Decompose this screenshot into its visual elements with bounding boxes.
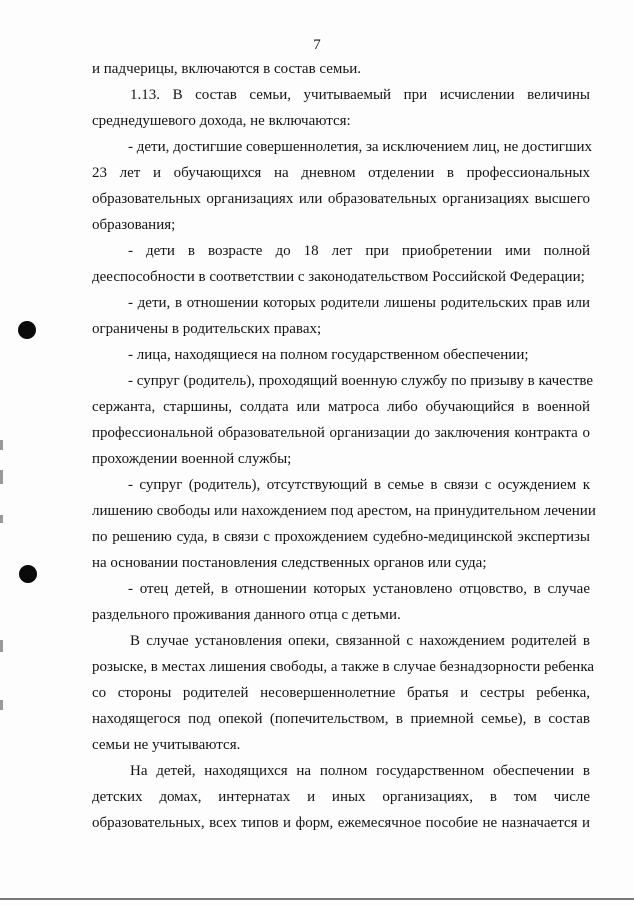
text-line: образовательных организациях или образовательных организациях высшего [92,191,590,207]
text-line: сержанта, старшины, солдата или матроса либо обучающийся в военной [92,399,590,415]
scan-edge-mark [0,640,3,652]
text-line: дееспособности в соответствии с законодательством Российской Федерации; [92,269,585,285]
text-line: 23 лет и обучающихся на дневном отделении в профессиональных [92,165,590,181]
text-line: и падчерицы, включаются в состав семьи. [92,61,362,77]
list-item-line: - отец детей, в отношении которых установлено отцовство, в случае [128,581,590,597]
text-line: раздельного проживания данного отца с детьми. [92,607,401,623]
paragraph-line: 1.13. В состав семьи, учитываемый при исчислении величины [130,87,590,103]
list-item-line: - лица, находящиеся на полном государственном обеспечении; [128,347,529,363]
list-item-line: - дети в возрасте до 18 лет при приобретении ими полной [128,243,590,259]
text-line: семьи не учитываются. [92,737,241,753]
paragraph-line: На детей, находящихся на полном государственном обеспечении в [130,763,590,779]
list-item-line: - супруг (родитель), отсутствующий в семье в связи с осуждением к [128,477,590,493]
punch-hole-mark [18,321,36,339]
scan-edge-mark [0,440,3,450]
page-number: 7 [313,37,321,53]
text-line: по решению суда, в связи с прохождением судебно-медицинской экспертизы [92,529,590,545]
text-line: детских домах, интернатах и иных организациях, в том числе [92,789,590,805]
list-item-line: - дети, в отношении которых родители лишены родительских прав или [128,295,590,311]
text-line: находящегося под опекой (попечительством, в приемной семье), в состав [92,711,590,727]
scan-edge-mark [0,470,3,484]
text-line: профессиональной образовательной организации до заключения контракта о [92,425,590,441]
text-line: на основании постановления следственных органов или суда; [92,555,487,571]
text-line: прохождении военной службы; [92,451,292,467]
text-line: образовательных, всех типов и форм, ежемесячное пособие не назначается и [92,815,590,831]
paragraph-line: В случае установления опеки, связанной с нахождением родителей в [130,633,590,649]
list-item-line: - супруг (родитель), проходящий военную службу по призыву в качестве [128,373,594,389]
scan-bottom-edge [0,898,634,900]
text-line: образования; [92,217,176,233]
text-line: розыске, в местах лишения свободы, а также в случае безнадзорности ребенка [92,659,595,675]
list-item-line: - дети, достигшие совершеннолетия, за исключением лиц, не достигших [128,139,593,155]
text-line: среднедушевого дохода, не включаются: [92,113,351,129]
text-line: ограничены в родительских правах; [92,321,322,337]
text-line: со стороны родителей несовершеннолетние братья и сестры ребенка, [92,685,590,701]
scan-edge-mark [0,515,3,523]
punch-hole-mark [19,565,37,583]
scan-edge-mark [0,700,3,710]
text-line: лишению свободы или нахождением под арестом, на принудительном лечении [92,503,596,519]
